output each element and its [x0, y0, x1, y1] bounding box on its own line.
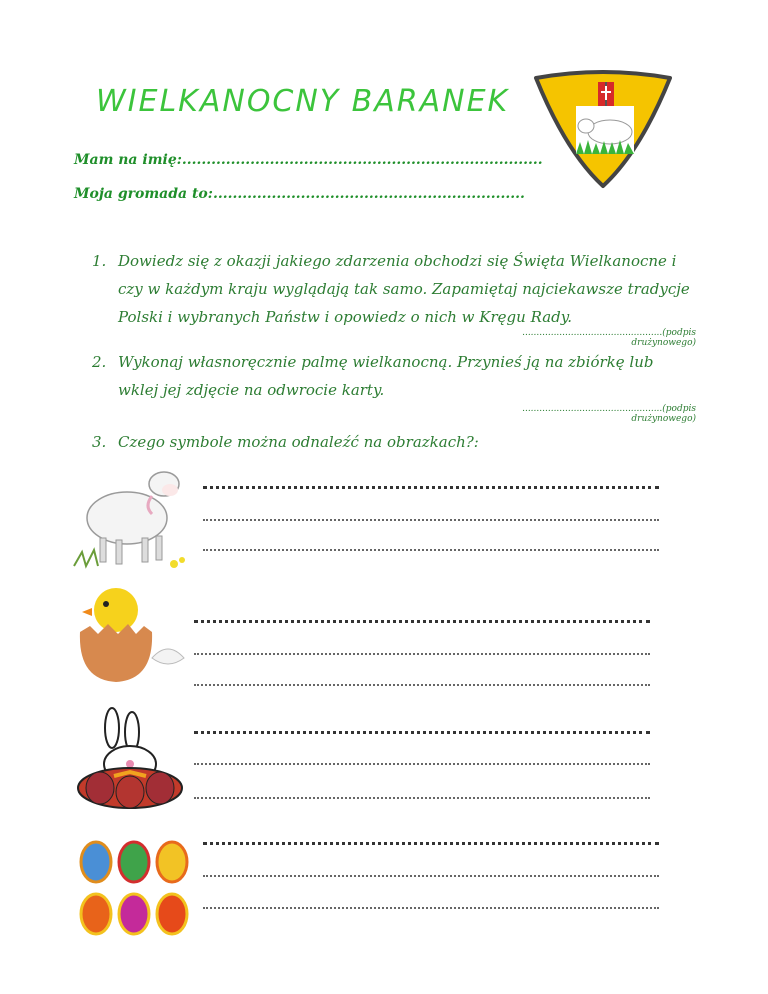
- task-2-number: 2.: [92, 353, 107, 371]
- task-1-number: 1.: [92, 252, 107, 270]
- scout-badge-icon: [528, 70, 678, 192]
- task-2: [92, 348, 692, 404]
- answer-line[interactable]: [194, 620, 650, 623]
- answer-line[interactable]: [203, 875, 659, 877]
- answer-line[interactable]: [194, 684, 650, 686]
- answer-line[interactable]: [203, 549, 659, 551]
- answer-line[interactable]: [203, 486, 659, 489]
- answer-line[interactable]: [194, 653, 650, 655]
- task-1-signature: .................................................(podpis drużynowego): [522, 328, 696, 348]
- task-2-text: Wykonaj własnoręcznie palmę wielkanocną. Przynieś ją na zbiórkę lub wklej jej zdjęcie na odwrocie karty.: [118, 353, 654, 399]
- task-2-signature: .................................................(podpis drużynowego): [522, 404, 696, 424]
- chick-in-egg-icon: [72, 580, 190, 688]
- answer-line[interactable]: [203, 842, 659, 845]
- group-label: Moja gromada to:: [74, 186, 213, 202]
- task-3: [92, 428, 692, 456]
- bunny-basket-icon: [74, 704, 190, 810]
- group-field: [74, 186, 525, 202]
- task-3-number: 3.: [92, 433, 107, 451]
- lamb-icon: [72, 456, 198, 572]
- easter-eggs-icon: [78, 836, 194, 942]
- name-field: [74, 152, 543, 168]
- answer-line[interactable]: [194, 797, 650, 799]
- group-dots[interactable]: ................................................................: [212, 186, 525, 202]
- name-label: Mam na imię:: [74, 152, 182, 168]
- answer-line[interactable]: [203, 907, 659, 909]
- answer-line[interactable]: [194, 731, 650, 734]
- task-1-text: Dowiedz się z okazji jakiego zdarzenia obchodzi się Święta Wielkanocne i czy w każdym kraju wyglądają tak samo. Zapamiętaj najciekawsze tradycje Polski i wybranych Państw i opowiedz o nich w Kręgu Rady.: [118, 252, 690, 326]
- name-dots[interactable]: ..........................................................................: [181, 152, 543, 168]
- page-title: WIELKANOCNY BARANEK: [96, 84, 510, 119]
- answer-line[interactable]: [203, 519, 659, 521]
- task-3-text: Czego symbole można odnaleźć na obrazkach?:: [118, 433, 479, 451]
- task-1: [92, 247, 692, 331]
- answer-line[interactable]: [194, 763, 650, 765]
